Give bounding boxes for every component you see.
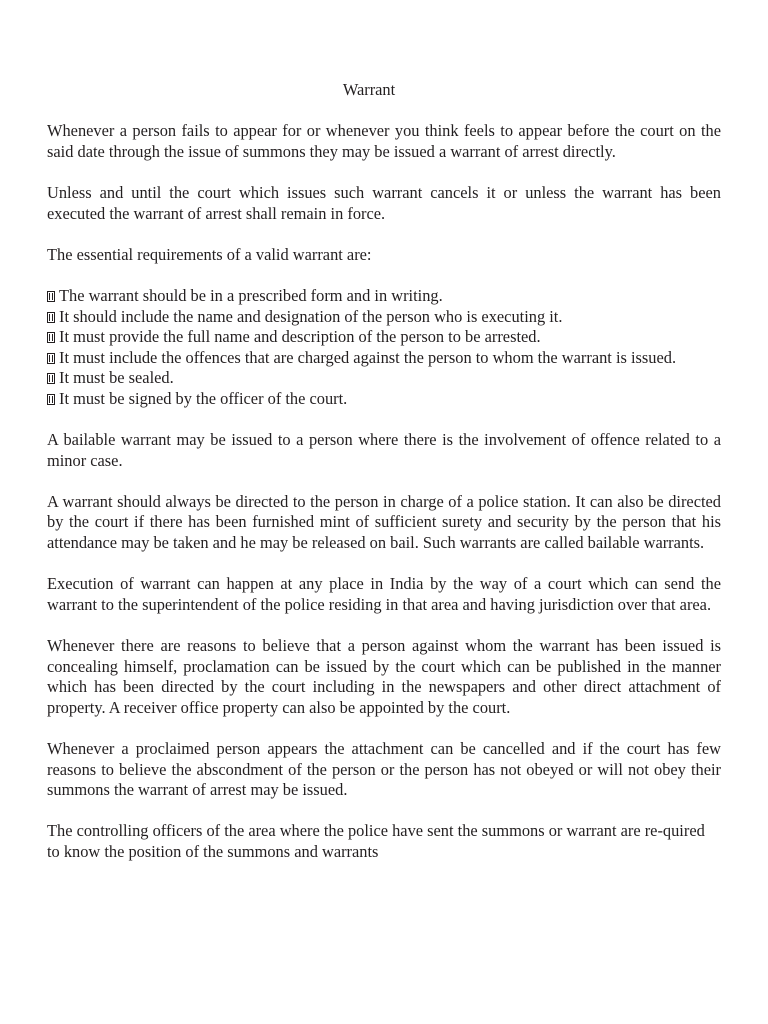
paragraph-bailable-warrant: A bailable warrant may be issued to a person where there is the involvement of offence related to a minor case. [47, 430, 721, 470]
list-item [47, 307, 721, 328]
paragraph-requirements-intro: The essential requirements of a valid warrant are: [47, 244, 372, 264]
list-item-text: It must include the offences that are charged against the person to whom the warrant is issued. [59, 347, 677, 367]
list-item-text: It should include the name and designation of the person who is executing it. [59, 306, 563, 326]
paragraph-directed-to-police: A warrant should always be directed to the person in charge of a police station. It can also be directed by the court if there has been furnished mint of sufficient surety and security by the person that his attendance may be taken and he may be released on bail. Such warrants are called bailable warrants. [47, 491, 721, 553]
list-item [47, 327, 721, 348]
list-item-text: It must be signed by the officer of the court. [59, 388, 348, 408]
paragraph-execution-of-warrant: Execution of warrant can happen at any place in India by the way of a court which can send the warrant to the superintendent of the police residing in that area and having jurisdiction over that area. [47, 574, 721, 614]
paragraph-controlling-officers: The controlling officers of the area where the police have sent the summons or warrant are re-quired to know the position of the summons and warrants [47, 821, 705, 861]
paragraph-proclamation: Whenever there are reasons to believe that a person against whom the warrant has been issued is concealing himself, proclamation can be issued by the court which can be published in the manner which has been directed by the court including in the newspapers and other direct attachment of property. A receiver office property can also be appointed by the court. [47, 636, 721, 717]
list-item-text: It must provide the full name and description of the person to be arrested. [59, 327, 541, 347]
document-page [47, 80, 721, 883]
list-item-text: It must be sealed. [59, 368, 174, 388]
missing-glyph-bullet-icon [47, 291, 55, 302]
paragraph-proclaimed-person: Whenever a proclaimed person appears the attachment can be cancelled and if the court has few reasons to believe the abscondment of the person or the person has not obeyed or will not obey their summons the warrant of arrest may be issued. [47, 739, 721, 800]
document-title: Warrant [342, 80, 396, 99]
list-item [47, 389, 721, 410]
requirements-list [47, 286, 721, 410]
list-item-text: The warrant should be in a prescribed form and in writing. [59, 285, 443, 305]
paragraph-failure-to-appear: Whenever a person fails to appear for or whenever you think feels to appear before the court on the said date through the issue of summons they may be issued a warrant of arrest directly. [47, 121, 721, 161]
missing-glyph-bullet-icon [47, 353, 55, 364]
list-item [47, 286, 721, 307]
paragraph-warrant-in-force: Unless and until the court which issues such warrant cancels it or unless the warrant has been executed the warrant of arrest shall remain in force. [47, 182, 721, 223]
missing-glyph-bullet-icon [47, 332, 55, 343]
missing-glyph-bullet-icon [47, 312, 55, 323]
missing-glyph-bullet-icon [47, 394, 55, 405]
list-item [47, 348, 721, 369]
missing-glyph-bullet-icon [47, 373, 55, 384]
list-item [47, 368, 721, 389]
